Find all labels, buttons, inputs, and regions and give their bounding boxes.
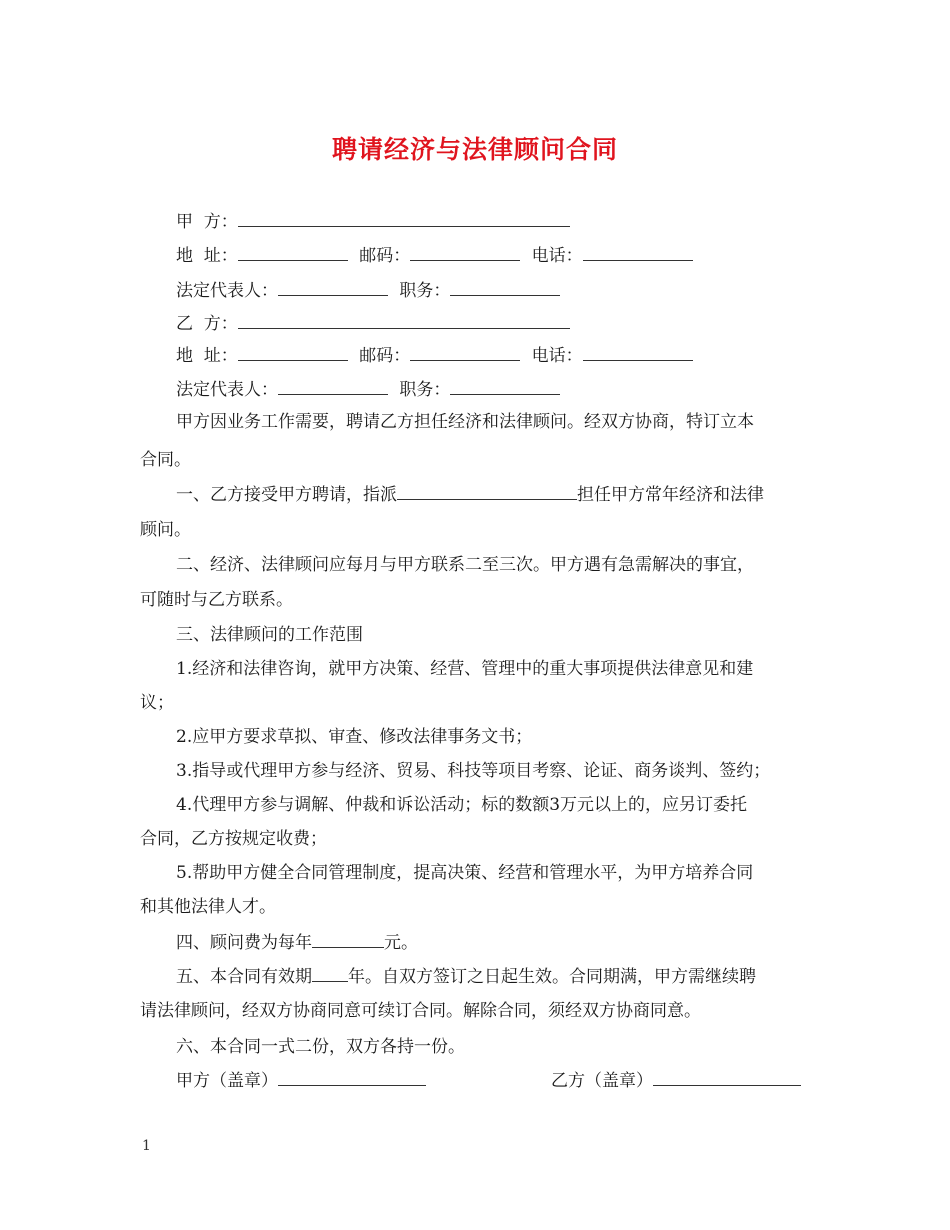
clause-5-text-b: 年。自双方签订之日起生效。合同期满，甲方需继续聘 [348,967,756,987]
party-a-line [176,212,570,232]
party-b-position-label: 职务： [399,380,451,400]
party-b-postcode-blank [410,346,520,361]
party-a-address-label: 地 址： [176,246,238,266]
scope-2-line: 2.应甲方要求草拟、审查、修改法律事务文书； [176,727,533,747]
party-b-postcode-label: 邮码： [359,346,411,366]
clause-3-heading: 三、法律顾问的工作范围 [176,625,363,645]
party-b-rep-line [176,380,560,400]
party-a-postcode-label: 邮码： [359,246,411,266]
page-title: 聘请经济与法律顾问合同 [331,135,618,164]
clause-4-line [176,933,418,953]
party-a-phone-label: 电话： [531,246,583,266]
party-a-phone-blank [583,246,693,261]
clause-1-blank [397,485,577,500]
party-b-line [176,314,570,334]
clause-4-text-b: 元。 [384,933,418,953]
party-b-label: 乙 方： [176,314,238,334]
party-b-phone-label: 电话： [531,346,583,366]
clause-4-blank [312,933,384,948]
clause-5-blank [312,967,348,982]
clause-4-text-a: 四、顾问费为每年 [176,933,312,953]
party-a-address-blank [238,246,348,261]
party-a-rep-label: 法定代表人： [176,281,278,301]
party-b-rep-blank [278,380,388,395]
clause-2-line-1: 二、经济、法律顾问应每月与甲方联系二至三次。甲方遇有急需解决的事宜， [176,555,754,575]
intro-line-1: 甲方因业务工作需要，聘请乙方担任经济和法律顾问。经双方协商，特订立本 [176,412,754,432]
scope-4-line-2: 合同，乙方按规定收费； [140,829,327,849]
scope-1-line-1: 1.经济和法律咨询，就甲方决策、经营、管理中的重大事项提供法律意见和建 [176,659,754,679]
party-a-position-blank [450,281,560,296]
party-b-address-line [176,346,693,366]
clause-5-text-a: 五、本合同有效期 [176,967,312,987]
signature-party-a [176,1071,426,1091]
party-a-postcode-blank [410,246,520,261]
clause-1-line [176,485,764,505]
party-a-blank [238,212,570,227]
scope-5-line-2: 和其他法律人才。 [140,897,276,917]
party-a-position-label: 职务： [399,281,451,301]
clause-5-line-2: 请法律顾问，经双方协商同意可续订合同。解除合同，须经双方协商同意。 [140,1001,701,1021]
party-a-label: 甲 方： [176,212,238,232]
scope-1-line-2: 议； [140,693,174,713]
signature-party-b-blank [653,1071,801,1086]
scope-5-line-1: 5.帮助甲方健全合同管理制度，提高决策、经营和管理水平，为甲方培养合同 [176,863,754,883]
party-b-address-label: 地 址： [176,346,238,366]
signature-party-a-label: 甲方（盖章） [176,1071,278,1091]
party-a-rep-blank [278,281,388,296]
clause-1-text-a: 一、乙方接受甲方聘请，指派 [176,485,397,505]
party-b-phone-blank [583,346,693,361]
clause-1-text-b: 担任甲方常年经济和法律 [577,485,764,505]
clause-6-line: 六、本合同一式二份，双方各持一份。 [176,1037,465,1057]
clause-1-line-2: 顾问。 [140,520,191,540]
party-a-rep-line [176,281,560,301]
party-b-position-blank [450,380,560,395]
party-a-address-line [176,246,693,266]
page-number: 1 [142,1138,151,1154]
party-b-blank [238,314,570,329]
signature-party-a-blank [278,1071,426,1086]
scope-3-line: 3.指导或代理甲方参与经济、贸易、科技等项目考察、论证、商务谈判、签约； [176,761,771,781]
scope-4-line-1: 4.代理甲方参与调解、仲裁和诉讼活动；标的数额3万元以上的，应另订委托 [176,795,748,815]
signature-party-b-label: 乙方（盖章） [551,1071,653,1091]
clause-2-line-2: 可随时与乙方联系。 [140,590,293,610]
party-b-rep-label: 法定代表人： [176,380,278,400]
intro-line-2: 合同。 [140,450,191,470]
signature-party-b [551,1071,801,1091]
party-b-address-blank [238,346,348,361]
clause-5-line-1 [176,967,756,987]
